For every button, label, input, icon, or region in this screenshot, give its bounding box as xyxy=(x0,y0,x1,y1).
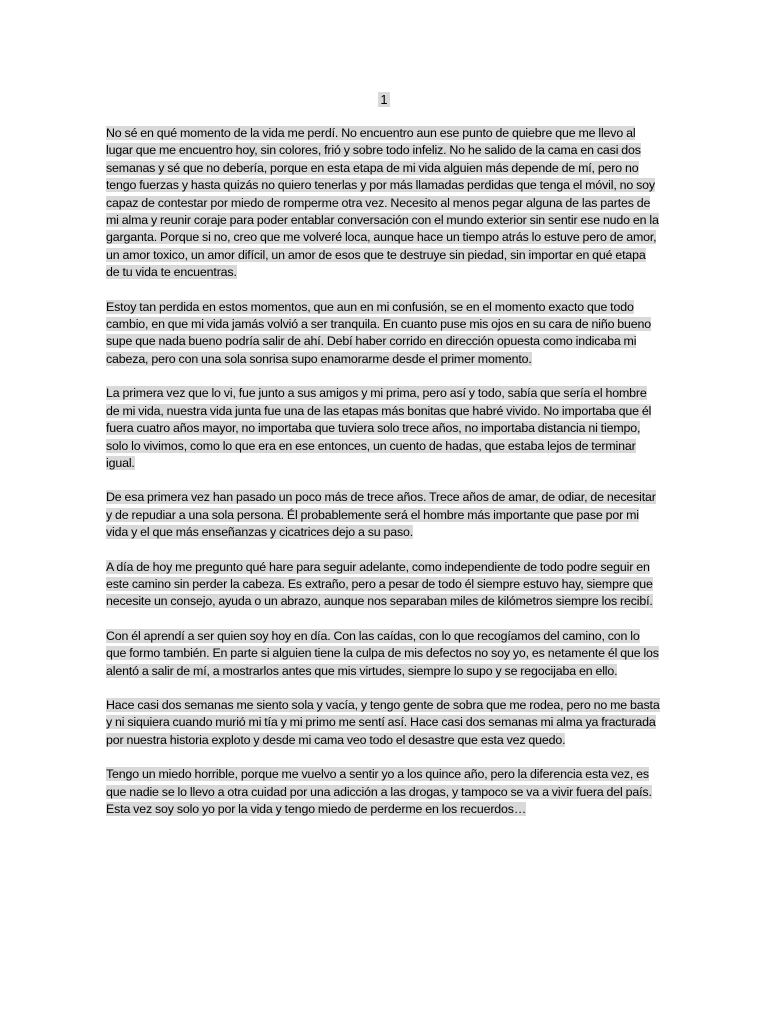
document-body xyxy=(106,125,662,835)
paragraph-1: No sé en qué momento de la vida me perdí. No encuentro aun ese punto de quiebre que me llevo al lugar que me encuentro hoy, sin colores, frió y sobre todo infeliz. No he salido de la cama en casi dos semanas y sé que no debería, porque en esta etapa de mi vida alguien más depende de mí, pero no tengo fuerzas y hasta quizás no quiero tenerlas y por más llamadas perdidas que tenga el móvil, no soy capaz de contestar por miedo de romperme otra vez. Necesito al menos pegar alguna de las partes de mi alma y reunir coraje para poder entablar conversación con el mundo exterior sin sentir ese nudo en la garganta. Porque si no, creo que me volveré loca, aunque hace un tiempo atrás lo estuve pero de amor, un amor toxico, un amor difícil, un amor de esos que te destruye sin piedad, sin importar en qué etapa de tu vida te encuentras. xyxy=(106,126,659,280)
paragraph-8: Tengo un miedo horrible, porque me vuelvo a sentir yo a los quince año, pero la diferencia esta vez, es que nadie se lo llevo a otra cuidad por una adicción a las drogas, y tampoco se va a vivir fuera del país. Esta vez soy solo yo por la vida y tengo miedo de perderme en los recuerdos… xyxy=(106,767,652,816)
paragraph-7: Hace casi dos semanas me siento sola y vacía, y tengo gente de sobra que me rodea, pero no me basta y ni siquiera cuando murió mi tía y mi primo me sentí así. Hace casi dos semanas mi alma ya fracturada por nuestra historia exploto y desde mi cama veo todo el desastre que esta vez quedo. xyxy=(106,697,660,747)
page-number-text: 1 xyxy=(380,92,388,107)
paragraph-5: A día de hoy me pregunto qué hare para seguir adelante, como independiente de todo podre seguir en este camino sin perder la cabeza. Es extraño, pero a pesar de todo él siempre estuvo hay, siempre que necesite un consejo, ayuda o un abrazo, aunque nos separaban miles de kilómetros siempre los recibí. xyxy=(106,559,653,609)
paragraph-2: Estoy tan perdida en estos momentos, que aun en mi confusión, se en el momento exacto que todo cambio, en que mi vida jamás volvió a ser tranquila. En cuanto puse mis ojos en su cara de niño bueno supe que nada bueno podría salir de ahí. Debí haber corrido en dirección opuesta como indicaba mi cabeza, pero con una sola sonrisa supo enamorarme desde el primer momento. xyxy=(106,299,652,366)
page-number xyxy=(0,92,768,107)
paragraph-6: Con él aprendí a ser quien soy hoy en día. Con las caídas, con lo que recogíamos del camino, con lo que formo también. En parte si alguien tiene la culpa de mis defectos no soy yo, es netamente él que los alentó a salir de mí, a mostrarlos antes que mis virtudes, siempre lo supo y se regocijaba en ello. xyxy=(106,628,659,678)
paragraph-3: La primera vez que lo vi, fue junto a sus amigos y mi prima, pero así y todo, sabía que sería el hombre de mi vida, nuestra vida junta fue una de las etapas más bonitas que habré vivido. No importaba que él fuera cuatro años mayor, no importaba que tuviera solo trece años, no importaba distancia ni tiempo, solo lo vivimos, como lo que era en ese entonces, un cuento de hadas, que estaba lejos de terminar igual. xyxy=(106,386,652,470)
paragraph-4: De esa primera vez han pasado un poco más de trece años. Trece años de amar, de odiar, de necesitar y de repudiar a una sola persona. Él probablemente será el hombre más importante que pase por mi vida y el que más enseñanzas y cicatrices dejo a su paso. xyxy=(106,490,656,540)
